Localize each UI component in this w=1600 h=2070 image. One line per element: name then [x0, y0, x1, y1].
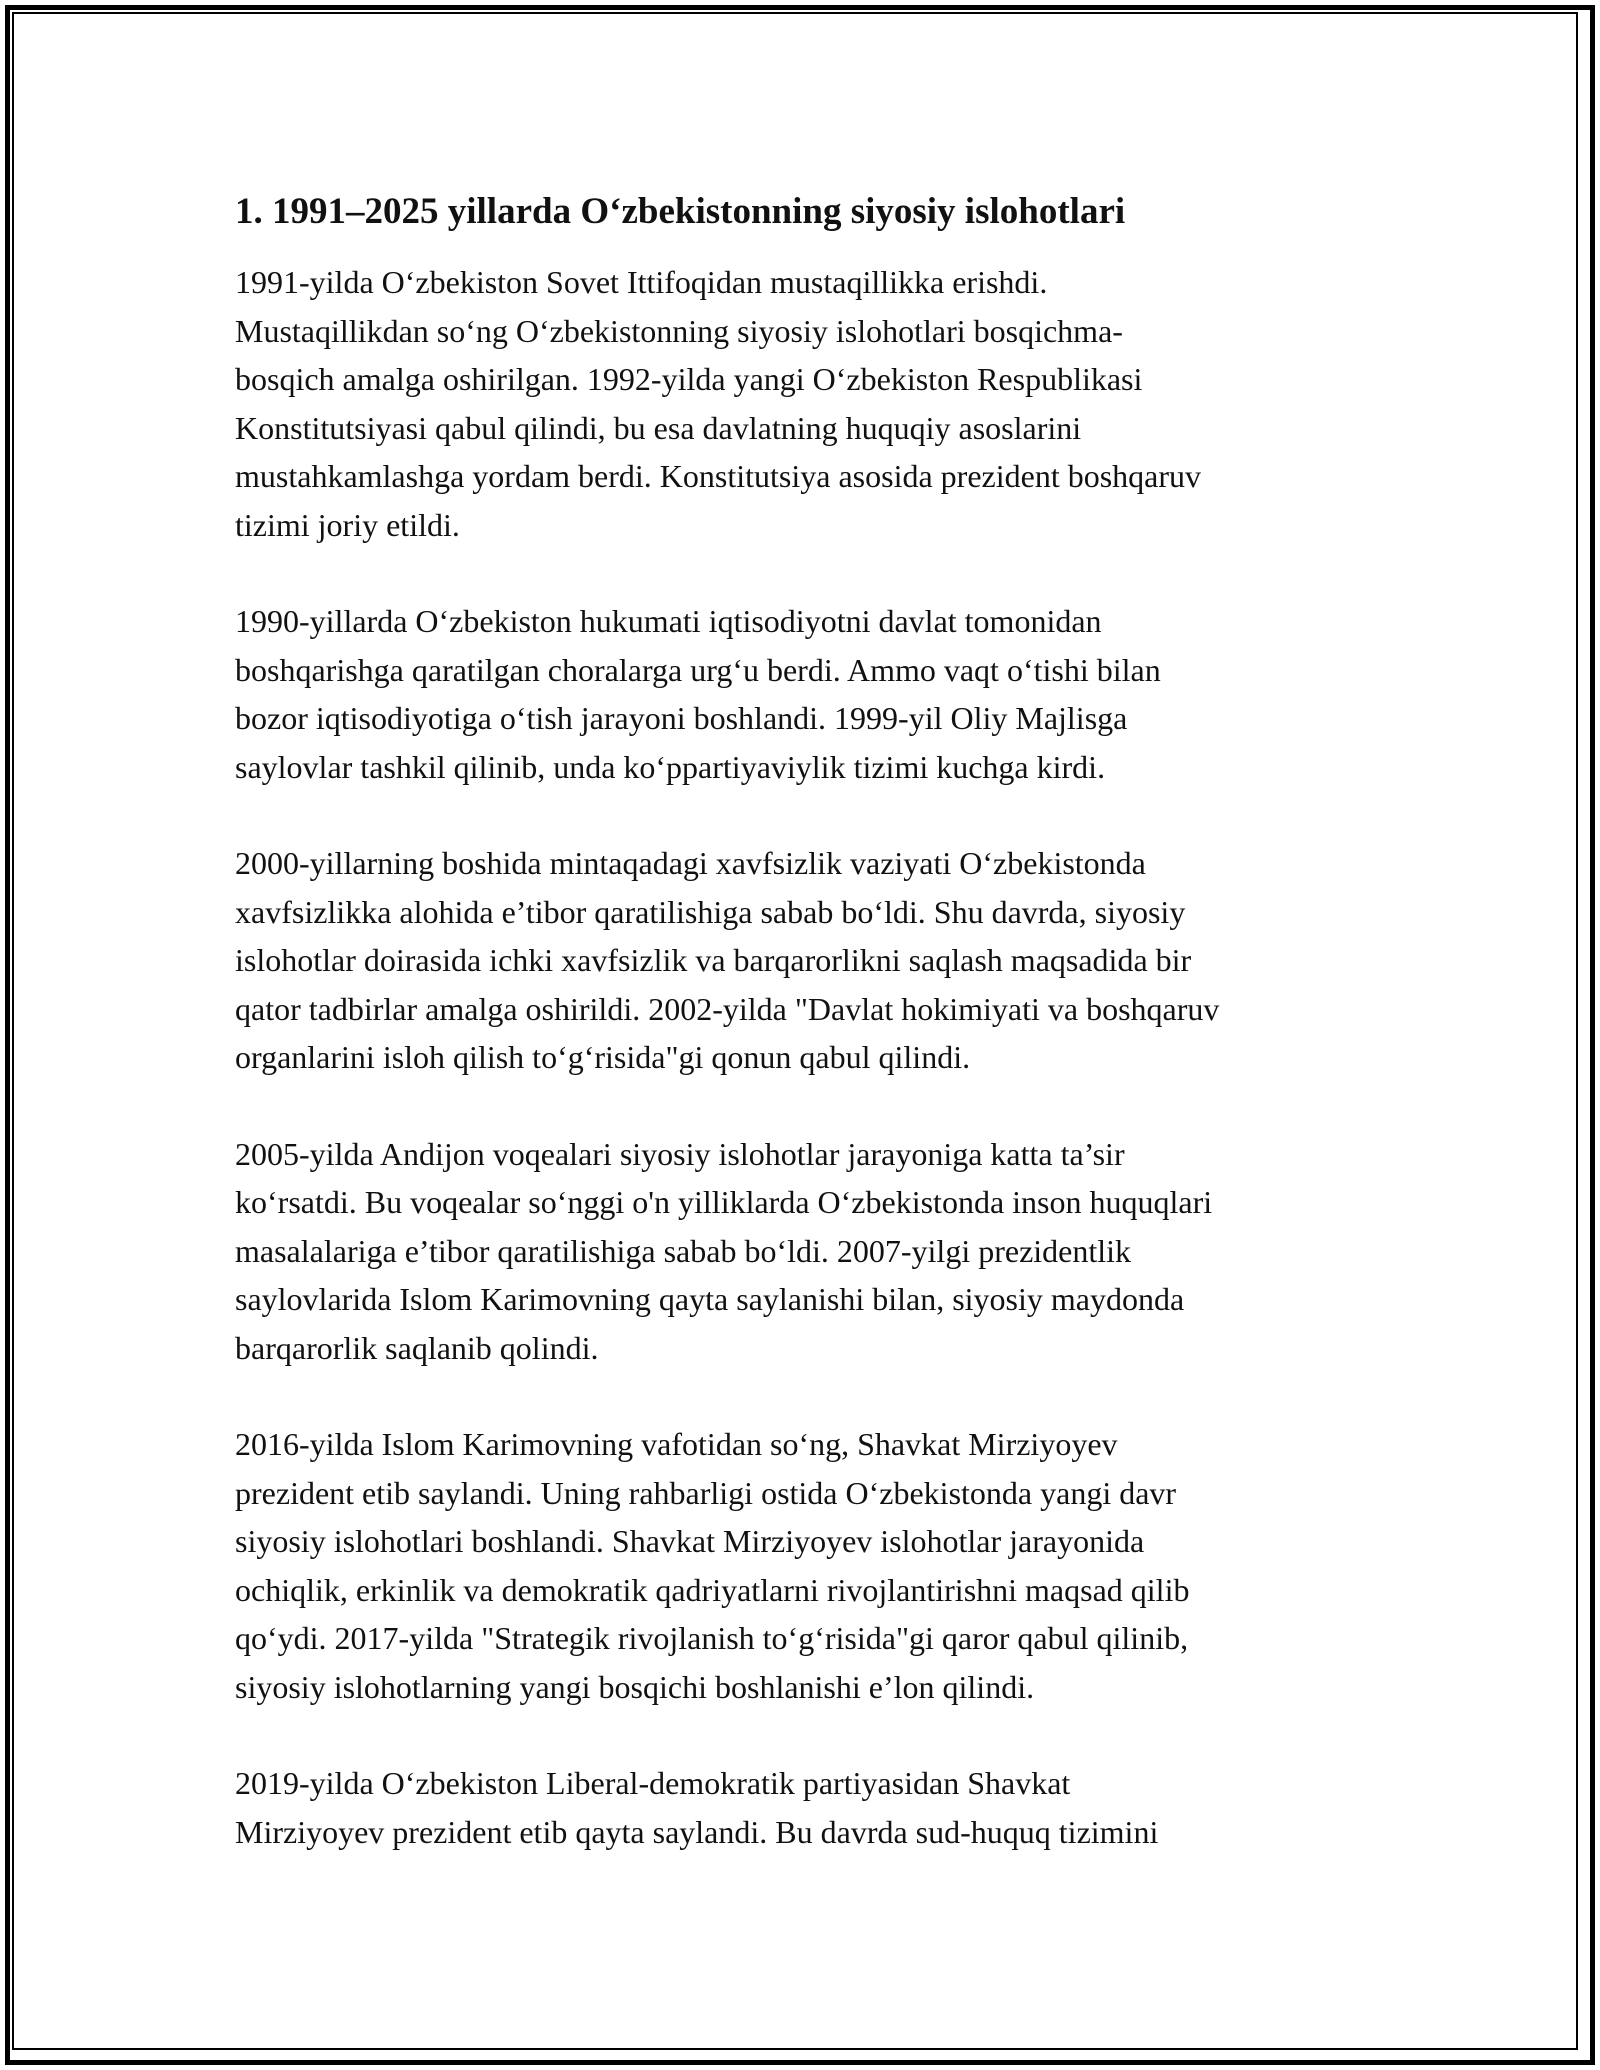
- text-line: 2019-yilda O‘zbekiston Liberal-demokratik partiyasidan Shavkat: [235, 1765, 1071, 1801]
- text-line: siyosiy islohotlarning yangi bosqichi boshlanishi e’lon qilindi.: [235, 1668, 1035, 1705]
- text-line: islohotlar doirasida ichki xavfsizlik va barqarorlikni saqlash maqsadida bir: [235, 942, 1192, 978]
- text-line: ko‘rsatdi. Bu voqealar so‘nggi o'n yilliklarda O‘zbekistonda inson huquqlari: [235, 1184, 1213, 1220]
- text-line: qator tadbirlar amalga oshirildi. 2002-yilda "Davlat hokimiyati va boshqaruv: [235, 990, 1220, 1027]
- text-line: ochiqlik, erkinlik va demokratik qadriyatlarni rivojlantirishni maqsad qilib: [235, 1571, 1190, 1608]
- text-line: organlarini isloh qilish to‘g‘risida"gi qonun qabul qilindi.: [235, 1039, 971, 1075]
- section-heading: 1. 1991–2025 yillarda O‘zbekistonning siyosiy islohotlari: [235, 191, 1126, 232]
- paragraph-2019-reelection: [235, 1759, 1375, 1856]
- paragraph-2016-mirziyoyev: [235, 1420, 1375, 1711]
- text-line: saylovlar tashkil qilinib, unda ko‘ppartiyaviylik tizimi kuchga kirdi.: [235, 748, 1106, 785]
- text-line: 2005-yilda Andijon voqealari siyosiy islohotlar jarayoniga katta ta’sir: [235, 1135, 1125, 1172]
- text-line: boshqarishga qaratilgan choralarga urg‘u berdi. Ammo vaqt o‘tishi bilan: [235, 651, 1161, 688]
- paragraph-1991-independence: [235, 258, 1375, 549]
- text-line: saylovlarida Islom Karimovning qayta saylanishi bilan, siyosiy maydonda: [235, 1281, 1185, 1317]
- text-line: Mirziyoyev prezident etib qayta saylandi. Bu davrda sud-huquq tizimini: [235, 1813, 1159, 1850]
- text-line: 1991-yilda O‘zbekiston Sovet Ittifoqidan mustaqillikka erishdi.: [235, 264, 1048, 300]
- text-line: 2016-yilda Islom Karimovning vafotidan so‘ng, Shavkat Mirziyoyev: [235, 1426, 1118, 1462]
- paragraph-1990s-economy: [235, 597, 1375, 791]
- paragraph-2005-andijan: [235, 1130, 1375, 1373]
- text-line: masalalariga e’tibor qaratilishiga sabab bo‘ldi. 2007-yilgi prezidentlik: [235, 1232, 1132, 1269]
- text-line: 2000-yillarning boshida mintaqadagi xavfsizlik vaziyati O‘zbekistonda: [235, 845, 1146, 881]
- text-line: xavfsizlikka alohida e’tibor qaratilishiga sabab bo‘ldi. Shu davrda, siyosiy: [235, 893, 1186, 930]
- paragraph-2000s-security: [235, 839, 1375, 1082]
- text-line: prezident etib saylandi. Uning rahbarligi ostida O‘zbekistonda yangi davr: [235, 1474, 1177, 1511]
- text-line: 1990-yillarda O‘zbekiston hukumati iqtisodiyotni davlat tomonidan: [235, 603, 1102, 639]
- document-body: [235, 188, 1375, 1904]
- text-line: Mustaqillikdan so‘ng O‘zbekistonning siyosiy islohotlari bosqichma-: [235, 312, 1123, 349]
- text-line: bosqich amalga oshirilgan. 1992-yilda yangi O‘zbekiston Respublikasi: [235, 361, 1143, 397]
- text-line: Konstitutsiyasi qabul qilindi, bu esa davlatning huquqiy asoslarini: [235, 409, 1082, 446]
- text-line: barqarorlik saqlanib qolindi.: [235, 1329, 599, 1366]
- text-line: mustahkamlashga yordam berdi. Konstitutsiya asosida prezident boshqaruv: [235, 458, 1202, 494]
- text-line: bozor iqtisodiyotiga o‘tish jarayoni boshlandi. 1999-yil Oliy Majlisga: [235, 700, 1128, 736]
- text-line: siyosiy islohotlari boshlandi. Shavkat Mirziyoyev islohotlar jarayonida: [235, 1523, 1145, 1559]
- text-line: tizimi joriy etildi.: [235, 506, 460, 543]
- text-line: qo‘ydi. 2017-yilda "Strategik rivojlanish to‘g‘risida"gi qaror qabul qilinib,: [235, 1620, 1189, 1656]
